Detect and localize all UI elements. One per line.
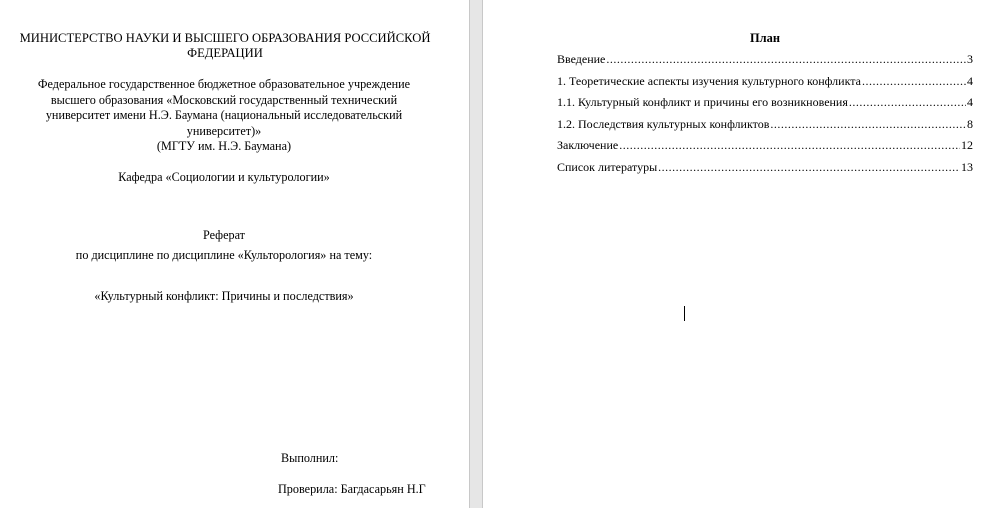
toc-leader-dots (658, 160, 960, 175)
toc-entry-text: Введение (557, 52, 606, 66)
institution-line: университет имени Н.Э. Баумана (национальный исследовательский (45, 108, 403, 123)
toc-entry-text: 1.2. Последствия культурных конфликтов (557, 116, 770, 131)
toc-leader-dots (770, 117, 966, 132)
toc-entry-text: Список литературы (557, 159, 658, 174)
institution-line: (МГТУ им. Н.Э. Баумана) (156, 139, 292, 154)
page-gap (469, 0, 483, 508)
toc-entry-text: 1.1. Культурный конфликт и причины его возникновения (557, 95, 848, 110)
toc-entry-page: 4 (967, 95, 973, 110)
toc-entry[interactable] (557, 95, 973, 117)
toc-leader-dots (606, 52, 966, 67)
ministry-heading: МИНИСТЕРСТВО НАУКИ И ВЫСШЕГО ОБРАЗОВАНИЯ РОССИЙСКОЙ ФЕДЕРАЦИИ (19, 31, 431, 60)
department-name: Кафедра «Социологии и культурологии» (118, 170, 330, 184)
toc-entry-page: 8 (967, 116, 973, 131)
toc-entry-text: 1. Теоретические аспекты изучения культурного конфликта (557, 73, 861, 88)
toc-entry-page: 13 (961, 159, 973, 174)
toc-entry-page: 4 (967, 73, 973, 88)
institution-line: высшего образования «Московский государственный технический (50, 92, 398, 107)
toc-entry[interactable] (557, 138, 973, 160)
plan-heading: План (750, 31, 780, 45)
toc-entry[interactable] (557, 160, 973, 182)
checked-by-label: Проверила: Багдасарьян Н.Г (278, 482, 426, 496)
institution-line: Федеральное государственное бюджетное образовательное учреждение (37, 77, 411, 91)
discipline-line: по дисциплине по дисциплине «Культорология» на тему: (75, 248, 373, 262)
toc-entry-page: 12 (961, 138, 973, 153)
toc-entry[interactable] (557, 74, 973, 96)
topic-title: «Культурный конфликт: Причины и последствия» (94, 289, 354, 303)
table-of-contents (557, 52, 973, 182)
toc-leader-dots (849, 95, 966, 110)
title-page (0, 0, 469, 508)
text-cursor (684, 306, 685, 321)
institution-line: университет)» (186, 123, 262, 138)
document-type: Реферат (203, 228, 245, 242)
toc-leader-dots (862, 74, 966, 89)
toc-entry-page: 3 (967, 52, 973, 66)
toc-entry[interactable] (557, 117, 973, 139)
toc-entry[interactable] (557, 52, 973, 74)
performed-by-label: Выполнил: (281, 451, 339, 465)
toc-leader-dots (619, 138, 960, 153)
institution-name (20, 77, 428, 155)
toc-entry-text: Заключение (557, 138, 619, 153)
